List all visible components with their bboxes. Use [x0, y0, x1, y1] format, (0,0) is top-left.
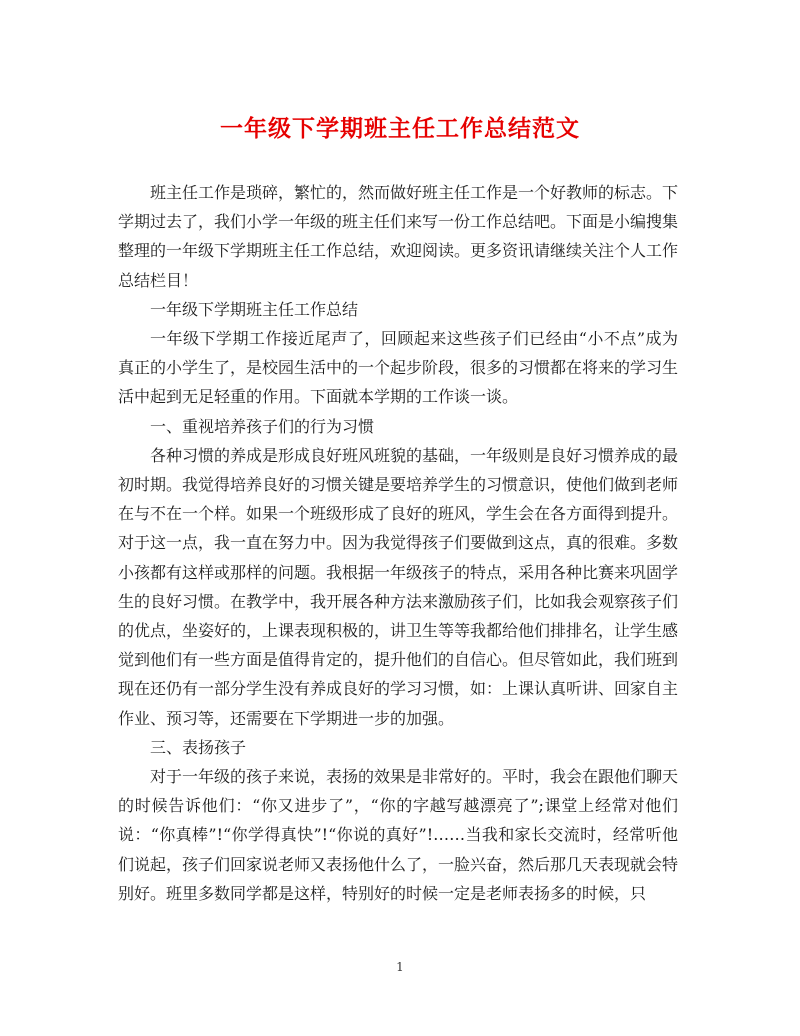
intro-paragraph: 班主任工作是琐碎，繁忙的，然而做好班主任工作是一个好教师的标志。下学期过去了，我们小学一年级的班主任们来写一份工作总结吧。下面是小编搜集整理的一年级下学期班主任工作总结，欢迎阅读。更多资讯请继续关注个人工作总结栏目！	[118, 183, 679, 290]
section-heading: 一年级下学期班主任工作总结	[150, 299, 359, 319]
section-heading: 一、重视培养孩子们的行为习惯	[150, 416, 375, 436]
body-paragraph: 对于一年级的孩子来说，表扬的效果是非常好的。平时，我会在跟他们聊天的时候告诉他们：“你又进步了”，“你的字越写越漂亮了”;课堂上经常对他们说：“你真棒”!“你学得真快”!“你说的真好”!……当我和家长交流时，经常听他们说起，孩子们回家说老师又表扬他什么了，一脸兴奋，然后那几天表现就会特别好。班里多数同学都是这样，特别好的时候一定是老师表扬多的时候，只	[118, 767, 679, 903]
page-number: 1	[396, 960, 404, 974]
body-paragraph: 各种习惯的养成是形成良好班风班貌的基础，一年级则是良好习惯养成的最初时期。我觉得培养良好的习惯关键是要培养学生的习惯意识，使他们做到老师在与不在一个样。如果一个班级形成了良好的班风，学生会在各方面得到提升。对于这一点，我一直在努力中。因为我觉得孩子们要做到这点，真的很难。多数小孩都有这样或那样的问题。我根据一年级孩子的特点，采用各种比赛来巩固学生的良好习惯。在教学中，我开展各种方法来激励孩子们，比如我会观察孩子们的优点，坐姿好的，上课表现积极的，讲卫生等等我都给他们排排名，让学生感觉到他们有一些方面是值得肯定的，提升他们的自信心。但尽管如此，我们班到现在还仍有一部分学生没有养成良好的学习习惯，如：上课认真听讲、回家自主作业、预习等，还需要在下学期进一步的加强。	[118, 445, 679, 728]
section-heading: 三、表扬孩子	[150, 737, 247, 757]
document-body	[118, 178, 678, 908]
document-title: 一年级下学期班主任工作总结范文	[220, 115, 580, 142]
body-paragraph: 一年级下学期工作接近尾声了，回顾起来这些孩子们已经由“小不点”成为真正的小学生了，是校园生活中的一个起步阶段，很多的习惯都在将来的学习生活中起到无足轻重的作用。下面就本学期的工作谈一谈。	[118, 329, 679, 407]
